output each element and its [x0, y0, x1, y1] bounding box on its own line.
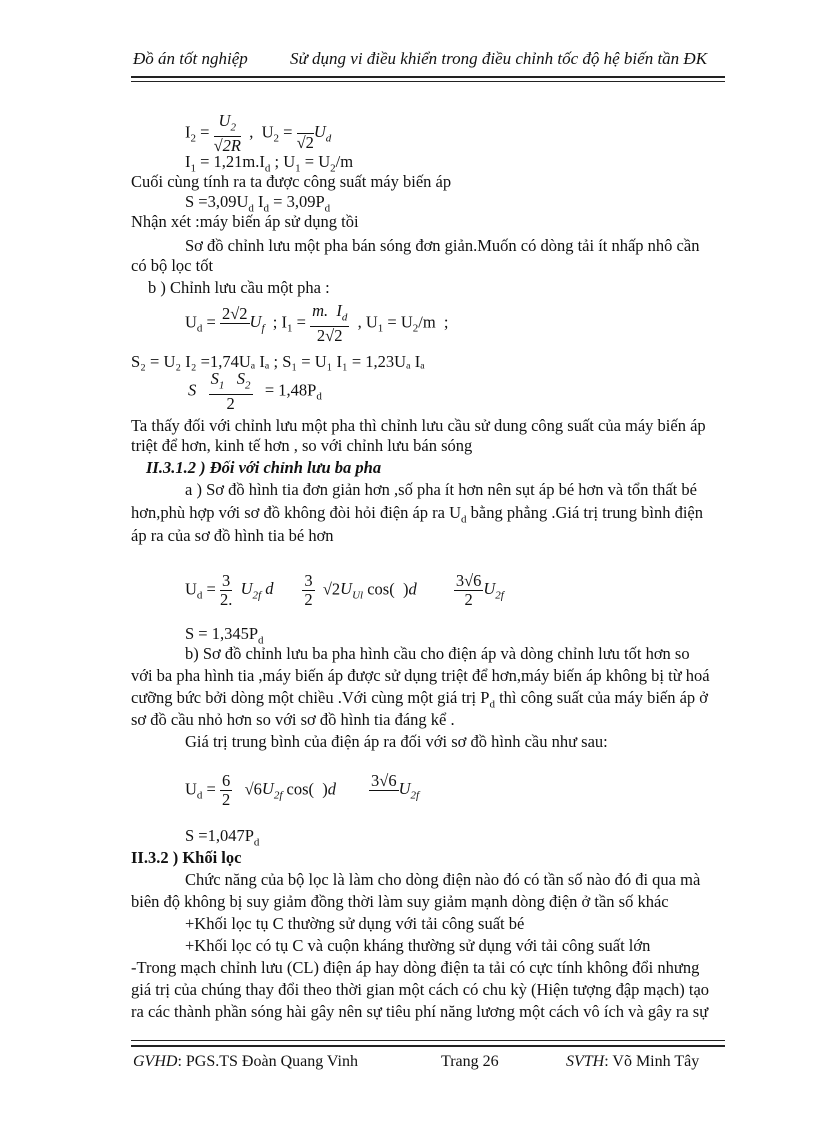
- text-chuc-nang-2: biên độ không bị suy giảm đồng thời làm suy giảm mạnh dòng điện ở tần số khác: [131, 892, 669, 911]
- text-b-2: với ba pha hình tia ,máy biến áp được sử dụng triệt để hơn,máy biến áp không bị từ hoá: [131, 666, 710, 685]
- text-ta-thay-1: Ta thấy đối với chỉnh lưu một pha thì chỉnh lưu cầu sử dung công suất của máy biến áp: [131, 416, 706, 435]
- formula-i1: $I_1 = 1,21m.I_d$ ; $U_1 = U_2/m$: [185, 152, 354, 175]
- formula-s1047: $S =1,047P_d$: [185, 826, 260, 849]
- page-number: 26: [482, 1053, 499, 1070]
- formula-i2-u2: $I_2$ = $\frac{U_2}{√2R}$ , $U_2$ = √2 $U_d$: [185, 111, 332, 156]
- text-so-do-1a: Sơ đồ chỉnh lưu một pha bán sóng đơn giản.Muốn có dòng tải ít nhấp nhô cần: [185, 236, 700, 255]
- section-ii-3-2: II.3.2 ) Khối lọc: [131, 848, 242, 867]
- text-b-4: sơ đồ cầu nhỏ hơn so với sơ đồ hình tia đáng kể .: [131, 710, 455, 729]
- text-a-3: áp ra của sơ đồ hình tia bé hơn: [131, 526, 334, 545]
- formula-s2-s1: S₂ = U₂ I₂ =1,74Uₐ Iₐ ; S₁ = U₁ I₁ = 1,23Uₐ Iₐ: [131, 352, 425, 371]
- header-left: Đồ án tốt nghiệp: [133, 49, 248, 68]
- header-rule-thick: [131, 76, 725, 78]
- text-nhan-xet: Nhận xét :máy biến áp sử dụng tồi: [131, 212, 359, 231]
- header-rule-thin: [131, 81, 725, 82]
- formula-s1345: $S = 1,345P_d$: [185, 624, 264, 647]
- text-chuc-nang-1: Chức năng của bộ lọc là làm cho dòng điện nào đó có tần số nào đó đi qua mà: [185, 870, 701, 889]
- text-khoi-loc-2: +Khối lọc có tụ C và cuộn kháng thường sử dụng với tải công suất lớn: [185, 936, 651, 955]
- formula-s148: S $\frac{S_1 S_2}{2}$ = $1,48P_d$: [188, 369, 322, 414]
- text-so-do-1b: có bộ lọc tốt: [131, 256, 214, 275]
- footer-rule-thin: [131, 1040, 725, 1041]
- text-gia-tri: Giá trị trung bình của điện áp ra đối với sơ đồ hình cầu như sau:: [185, 732, 608, 751]
- text-b-1: b) Sơ đồ chỉnh lưu ba pha hình cầu cho điện áp và dòng chỉnh lưu tốt hơn so: [185, 644, 690, 663]
- text-trong-mach-1: -Trong mạch chỉnh lưu (CL) điện áp hay dòng điện ta tải có cực tính không đổi nhưng: [131, 958, 700, 977]
- formula-ud-star: $U_d$ = $\frac{3}{2.}$ $U_{2f}$ d $\frac{3}{2}$ $√2U_{Ul}$ cos( )d $\frac{3√6}{2}$ $U_{2f}$: [185, 571, 504, 609]
- text-trong-mach-2: giá trị của chúng thay đổi theo thời gian một cách có chu kỳ (Hiện tượng đập mạch) tạo: [131, 980, 710, 999]
- text-khoi-loc-1: +Khối lọc tụ C thường sử dụng với tải công suất bé: [185, 914, 525, 933]
- formula-ud-bridge: $U_d$ = 2√2 $U_f$ ; $I_1$ = $\frac{m. I_d}{2√2}$ , $U_1 = U_2/m$ ;: [185, 301, 449, 346]
- footer-svth: SVTH: Võ Minh Tây: [566, 1053, 700, 1070]
- text-b-3: cưỡng bức bởi dòng một chiều .Với cùng một giá trị $P_d$ thì công suất của máy biến áp ở: [131, 688, 709, 711]
- text-a-2: hơn,phù hợp với sơ đồ không đòi hỏi điện áp ra $U_d$ bằng phẳng .Giá trị trung bình điện: [131, 503, 704, 526]
- text-cuoi-cung: Cuối cùng tính ra ta được công suất máy biến áp: [131, 172, 452, 191]
- formula-s309: $S =3,09U_d$ $I_d = 3,09P_d$: [185, 192, 331, 215]
- footer-page: Trang 26: [441, 1053, 499, 1070]
- text-ta-thay-2: triệt để hơn, kinh tế hơn , so với chỉnh lưu bán sóng: [131, 436, 473, 455]
- header-right: Sử dụng vi điều khiển trong điều chỉnh tốc độ hệ biến tần ĐK: [290, 49, 708, 68]
- text-a-1: a ) Sơ đồ hình tia đơn giản hơn ,số pha ít hơn nên sụt áp bé hơn và tổn thất bé: [185, 480, 697, 499]
- footer-rule-thick: [131, 1045, 725, 1047]
- footer-gvhd: GVHD: PGS.TS Đoàn Quang Vinh: [133, 1053, 358, 1070]
- text-trong-mach-3: ra các thành phần sóng hài gây nên sự tiêu phí năng lương một cách vô ích và gây ra sự: [131, 1002, 709, 1021]
- text-b-chinh-luu: b ) Chỉnh lưu cầu một pha :: [148, 278, 330, 297]
- formula-ud-bridge3: $U_d$ = $\frac{6}{2}$ $√6U_{2f}$ cos( )d 3√6 $U_{2f}$: [185, 771, 420, 809]
- section-ii-3-1-2: II.3.1.2 ) Đối với chỉnh lưu ba pha: [146, 458, 382, 477]
